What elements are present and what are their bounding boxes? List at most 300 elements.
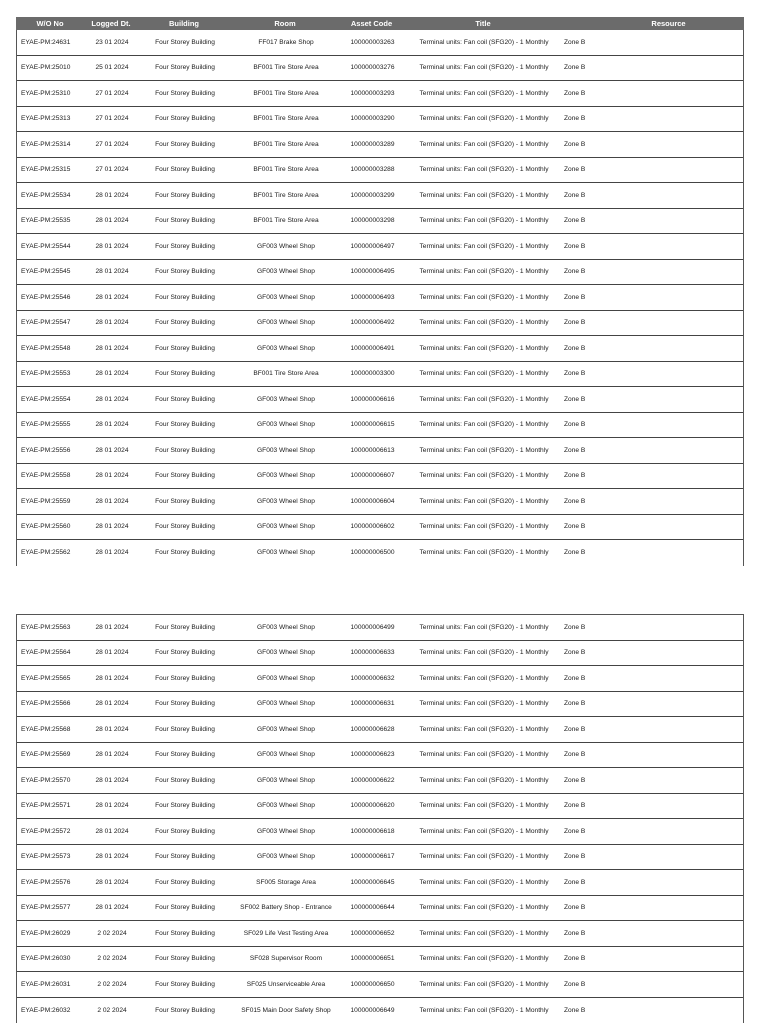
asset-code-cell: 100000006613 — [350, 446, 395, 454]
room-cell: BF001 Tire Store Area — [253, 370, 319, 378]
logged-date-cell: 28 01 2024 — [95, 904, 129, 912]
room-cell: SF028 Supervisor Room — [249, 955, 323, 963]
work-order-table-page-1 — [16, 17, 744, 566]
work-order-table-page-2 — [16, 614, 744, 1023]
table-row — [17, 56, 743, 82]
building-cell: Four Storey Building — [155, 319, 215, 327]
asset-code-cell: 100000003276 — [350, 64, 395, 72]
logged-date-cell: 27 01 2024 — [95, 89, 129, 97]
zone-cell: Zone B — [564, 395, 586, 403]
room-cell: GF003 Wheel Shop — [257, 751, 315, 759]
table-body — [16, 30, 744, 566]
wo-no-cell: EYAE-PM:26029 — [21, 929, 71, 937]
wo-no-cell: EYAE-PM:25573 — [21, 853, 71, 861]
logged-date-cell: 28 01 2024 — [95, 319, 129, 327]
logged-date-cell: 28 01 2024 — [95, 827, 129, 835]
building-cell: Four Storey Building — [155, 472, 215, 480]
zone-cell: Zone B — [564, 166, 586, 174]
logged-date-cell: 28 01 2024 — [95, 623, 129, 631]
logged-date-cell: 27 01 2024 — [95, 166, 129, 174]
title-cell: Terminal units: Fan coil (SFG20) - 1 Monthly — [419, 725, 549, 733]
building-cell: Four Storey Building — [155, 549, 215, 557]
zone-cell: Zone B — [564, 64, 586, 72]
zone-cell: Zone B — [564, 929, 586, 937]
table-row — [17, 362, 743, 388]
wo-no-cell: EYAE-PM:25563 — [21, 623, 71, 631]
room-cell: GF003 Wheel Shop — [257, 802, 315, 810]
wo-no-cell: EYAE-PM:24631 — [21, 38, 71, 46]
title-cell: Terminal units: Fan coil (SFG20) - 1 Monthly — [419, 980, 549, 988]
building-cell: Four Storey Building — [155, 421, 215, 429]
table-row — [17, 896, 743, 922]
asset-code-cell: 100000006622 — [350, 776, 395, 784]
asset-code-cell: 100000006495 — [350, 268, 395, 276]
zone-cell: Zone B — [564, 700, 586, 708]
table-row — [17, 183, 743, 209]
table-row — [17, 845, 743, 871]
col-header-logged-dt: Logged Dt. — [91, 19, 131, 28]
title-cell: Terminal units: Fan coil (SFG20) - 1 Monthly — [419, 446, 549, 454]
wo-no-cell: EYAE-PM:25545 — [21, 268, 71, 276]
asset-code-cell: 100000006649 — [350, 1006, 395, 1014]
wo-no-cell: EYAE-PM:25568 — [21, 725, 71, 733]
wo-no-cell: EYAE-PM:25577 — [21, 904, 71, 912]
building-cell: Four Storey Building — [155, 1006, 215, 1014]
zone-cell: Zone B — [564, 268, 586, 276]
logged-date-cell: 28 01 2024 — [95, 700, 129, 708]
col-header-wo-no: W/O No — [36, 19, 64, 28]
building-cell: Four Storey Building — [155, 700, 215, 708]
wo-no-cell: EYAE-PM:25570 — [21, 776, 71, 784]
asset-code-cell: 100000006631 — [350, 700, 395, 708]
wo-no-cell: EYAE-PM:25553 — [21, 370, 71, 378]
title-cell: Terminal units: Fan coil (SFG20) - 1 Monthly — [419, 649, 549, 657]
building-cell: Four Storey Building — [155, 166, 215, 174]
table-row — [17, 998, 743, 1024]
title-cell: Terminal units: Fan coil (SFG20) - 1 Monthly — [419, 421, 549, 429]
wo-no-cell: EYAE-PM:25572 — [21, 827, 71, 835]
table-row — [17, 132, 743, 158]
asset-code-cell: 100000006628 — [350, 725, 395, 733]
asset-code-cell: 100000006651 — [350, 955, 395, 963]
asset-code-cell: 100000006644 — [350, 904, 395, 912]
title-cell: Terminal units: Fan coil (SFG20) - 1 Monthly — [419, 64, 549, 72]
room-cell: GF003 Wheel Shop — [257, 293, 315, 301]
building-cell: Four Storey Building — [155, 623, 215, 631]
logged-date-cell: 27 01 2024 — [95, 140, 129, 148]
room-cell: GF003 Wheel Shop — [257, 268, 315, 276]
wo-no-cell: EYAE-PM:26030 — [21, 955, 71, 963]
room-cell: GF003 Wheel Shop — [257, 395, 315, 403]
title-cell: Terminal units: Fan coil (SFG20) - 1 Monthly — [419, 191, 549, 199]
title-cell: Terminal units: Fan coil (SFG20) - 1 Monthly — [419, 878, 549, 886]
asset-code-cell: 100000006617 — [350, 853, 395, 861]
title-cell: Terminal units: Fan coil (SFG20) - 1 Monthly — [419, 242, 549, 250]
wo-no-cell: EYAE-PM:25535 — [21, 217, 71, 225]
table-row — [17, 819, 743, 845]
zone-cell: Zone B — [564, 980, 586, 988]
title-cell: Terminal units: Fan coil (SFG20) - 1 Monthly — [419, 115, 549, 123]
title-cell: Terminal units: Fan coil (SFG20) - 1 Monthly — [419, 929, 549, 937]
title-cell: Terminal units: Fan coil (SFG20) - 1 Monthly — [419, 853, 549, 861]
wo-no-cell: EYAE-PM:25313 — [21, 115, 71, 123]
building-cell: Four Storey Building — [155, 955, 215, 963]
logged-date-cell: 25 01 2024 — [95, 64, 129, 72]
title-cell: Terminal units: Fan coil (SFG20) - 1 Monthly — [419, 166, 549, 174]
zone-cell: Zone B — [564, 776, 586, 784]
title-cell: Terminal units: Fan coil (SFG20) - 1 Monthly — [419, 472, 549, 480]
logged-date-cell: 28 01 2024 — [95, 751, 129, 759]
logged-date-cell: 28 01 2024 — [95, 802, 129, 810]
room-cell: SF025 Unserviceable Area — [246, 980, 326, 988]
table-row — [17, 692, 743, 718]
table-row — [17, 438, 743, 464]
room-cell: BF001 Tire Store Area — [253, 217, 319, 225]
table-row — [17, 158, 743, 184]
table-row — [17, 387, 743, 413]
table-row — [17, 489, 743, 515]
room-cell: SF029 Life Vest Testing Area — [243, 929, 329, 937]
zone-cell: Zone B — [564, 955, 586, 963]
building-cell: Four Storey Building — [155, 853, 215, 861]
room-cell: GF003 Wheel Shop — [257, 472, 315, 480]
logged-date-cell: 28 01 2024 — [95, 268, 129, 276]
col-header-resource: Resource — [651, 19, 686, 28]
building-cell: Four Storey Building — [155, 980, 215, 988]
room-cell: GF003 Wheel Shop — [257, 725, 315, 733]
wo-no-cell: EYAE-PM:25314 — [21, 140, 71, 148]
logged-date-cell: 28 01 2024 — [95, 497, 129, 505]
asset-code-cell: 100000003300 — [350, 370, 395, 378]
room-cell: GF003 Wheel Shop — [257, 776, 315, 784]
building-cell: Four Storey Building — [155, 904, 215, 912]
wo-no-cell: EYAE-PM:25546 — [21, 293, 71, 301]
building-cell: Four Storey Building — [155, 395, 215, 403]
asset-code-cell: 100000006618 — [350, 827, 395, 835]
title-cell: Terminal units: Fan coil (SFG20) - 1 Monthly — [419, 217, 549, 225]
table-row — [17, 870, 743, 896]
building-cell: Four Storey Building — [155, 776, 215, 784]
logged-date-cell: 27 01 2024 — [95, 115, 129, 123]
wo-no-cell: EYAE-PM:25566 — [21, 700, 71, 708]
wo-no-cell: EYAE-PM:25564 — [21, 649, 71, 657]
asset-code-cell: 100000003298 — [350, 217, 395, 225]
title-cell: Terminal units: Fan coil (SFG20) - 1 Monthly — [419, 89, 549, 97]
wo-no-cell: EYAE-PM:25559 — [21, 497, 71, 505]
building-cell: Four Storey Building — [155, 649, 215, 657]
table-row — [17, 336, 743, 362]
title-cell: Terminal units: Fan coil (SFG20) - 1 Monthly — [419, 549, 549, 557]
logged-date-cell: 28 01 2024 — [95, 878, 129, 886]
building-cell: Four Storey Building — [155, 878, 215, 886]
zone-cell: Zone B — [564, 370, 586, 378]
wo-no-cell: EYAE-PM:25547 — [21, 319, 71, 327]
asset-code-cell: 100000006491 — [350, 344, 395, 352]
logged-date-cell: 28 01 2024 — [95, 853, 129, 861]
title-cell: Terminal units: Fan coil (SFG20) - 1 Monthly — [419, 293, 549, 301]
zone-cell: Zone B — [564, 242, 586, 250]
wo-no-cell: EYAE-PM:25556 — [21, 446, 71, 454]
room-cell: GF003 Wheel Shop — [257, 421, 315, 429]
asset-code-cell: 100000003263 — [350, 38, 395, 46]
table-row — [17, 107, 743, 133]
building-cell: Four Storey Building — [155, 38, 215, 46]
wo-no-cell: EYAE-PM:25571 — [21, 802, 71, 810]
logged-date-cell: 28 01 2024 — [95, 674, 129, 682]
asset-code-cell: 100000006650 — [350, 980, 395, 988]
asset-code-cell: 100000006499 — [350, 623, 395, 631]
table-row — [17, 743, 743, 769]
building-cell: Four Storey Building — [155, 497, 215, 505]
logged-date-cell: 2 02 2024 — [97, 1006, 127, 1014]
room-cell: GF003 Wheel Shop — [257, 344, 315, 352]
asset-code-cell: 100000006492 — [350, 319, 395, 327]
table-row — [17, 515, 743, 541]
wo-no-cell: EYAE-PM:25534 — [21, 191, 71, 199]
table-row — [17, 972, 743, 998]
zone-cell: Zone B — [564, 649, 586, 657]
room-cell: BF001 Tire Store Area — [253, 140, 319, 148]
zone-cell: Zone B — [564, 623, 586, 631]
zone-cell: Zone B — [564, 446, 586, 454]
logged-date-cell: 28 01 2024 — [95, 446, 129, 454]
logged-date-cell: 2 02 2024 — [97, 955, 127, 963]
room-cell: GF003 Wheel Shop — [257, 853, 315, 861]
building-cell: Four Storey Building — [155, 293, 215, 301]
zone-cell: Zone B — [564, 115, 586, 123]
title-cell: Terminal units: Fan coil (SFG20) - 1 Monthly — [419, 802, 549, 810]
room-cell: GF003 Wheel Shop — [257, 523, 315, 531]
logged-date-cell: 28 01 2024 — [95, 725, 129, 733]
building-cell: Four Storey Building — [155, 217, 215, 225]
wo-no-cell: EYAE-PM:25310 — [21, 89, 71, 97]
table-row — [17, 921, 743, 947]
col-header-room: Room — [274, 19, 296, 28]
wo-no-cell: EYAE-PM:25569 — [21, 751, 71, 759]
building-cell: Four Storey Building — [155, 751, 215, 759]
title-cell: Terminal units: Fan coil (SFG20) - 1 Monthly — [419, 268, 549, 276]
logged-date-cell: 28 01 2024 — [95, 344, 129, 352]
wo-no-cell: EYAE-PM:25315 — [21, 166, 71, 174]
title-cell: Terminal units: Fan coil (SFG20) - 1 Monthly — [419, 827, 549, 835]
title-cell: Terminal units: Fan coil (SFG20) - 1 Monthly — [419, 38, 549, 46]
zone-cell: Zone B — [564, 1006, 586, 1014]
asset-code-cell: 100000006607 — [350, 472, 395, 480]
building-cell: Four Storey Building — [155, 242, 215, 250]
room-cell: BF001 Tire Store Area — [253, 115, 319, 123]
table-row — [17, 615, 743, 641]
title-cell: Terminal units: Fan coil (SFG20) - 1 Monthly — [419, 674, 549, 682]
building-cell: Four Storey Building — [155, 140, 215, 148]
col-header-asset-code: Asset Code — [350, 19, 393, 28]
wo-no-cell: EYAE-PM:25554 — [21, 395, 71, 403]
zone-cell: Zone B — [564, 140, 586, 148]
title-cell: Terminal units: Fan coil (SFG20) - 1 Monthly — [419, 700, 549, 708]
title-cell: Terminal units: Fan coil (SFG20) - 1 Monthly — [419, 523, 549, 531]
zone-cell: Zone B — [564, 497, 586, 505]
table-row — [17, 209, 743, 235]
col-header-building: Building — [169, 19, 199, 28]
asset-code-cell: 100000006645 — [350, 878, 395, 886]
room-cell: BF001 Tire Store Area — [253, 89, 319, 97]
logged-date-cell: 28 01 2024 — [95, 649, 129, 657]
table-row — [17, 464, 743, 490]
table-row — [17, 260, 743, 286]
logged-date-cell: 23 01 2024 — [95, 38, 129, 46]
building-cell: Four Storey Building — [155, 446, 215, 454]
building-cell: Four Storey Building — [155, 827, 215, 835]
table-row — [17, 285, 743, 311]
room-cell: GF003 Wheel Shop — [257, 242, 315, 250]
logged-date-cell: 28 01 2024 — [95, 370, 129, 378]
wo-no-cell: EYAE-PM:25544 — [21, 242, 71, 250]
table-row — [17, 311, 743, 337]
asset-code-cell: 100000003299 — [350, 191, 395, 199]
asset-code-cell: 100000006500 — [350, 549, 395, 557]
title-cell: Terminal units: Fan coil (SFG20) - 1 Monthly — [419, 370, 549, 378]
room-cell: GF003 Wheel Shop — [257, 700, 315, 708]
zone-cell: Zone B — [564, 674, 586, 682]
title-cell: Terminal units: Fan coil (SFG20) - 1 Monthly — [419, 955, 549, 963]
building-cell: Four Storey Building — [155, 115, 215, 123]
zone-cell: Zone B — [564, 191, 586, 199]
asset-code-cell: 100000003288 — [350, 166, 395, 174]
room-cell: FF017 Brake Shop — [258, 38, 314, 46]
room-cell: BF001 Tire Store Area — [253, 64, 319, 72]
asset-code-cell: 100000006497 — [350, 242, 395, 250]
asset-code-cell: 100000006604 — [350, 497, 395, 505]
title-cell: Terminal units: Fan coil (SFG20) - 1 Monthly — [419, 904, 549, 912]
building-cell: Four Storey Building — [155, 268, 215, 276]
building-cell: Four Storey Building — [155, 929, 215, 937]
asset-code-cell: 100000006615 — [350, 421, 395, 429]
title-cell: Terminal units: Fan coil (SFG20) - 1 Monthly — [419, 140, 549, 148]
zone-cell: Zone B — [564, 904, 586, 912]
wo-no-cell: EYAE-PM:25548 — [21, 344, 71, 352]
zone-cell: Zone B — [564, 802, 586, 810]
asset-code-cell: 100000006623 — [350, 751, 395, 759]
zone-cell: Zone B — [564, 217, 586, 225]
wo-no-cell: EYAE-PM:25555 — [21, 421, 71, 429]
title-cell: Terminal units: Fan coil (SFG20) - 1 Monthly — [419, 1006, 549, 1014]
logged-date-cell: 28 01 2024 — [95, 549, 129, 557]
room-cell: GF003 Wheel Shop — [257, 649, 315, 657]
room-cell: GF003 Wheel Shop — [257, 446, 315, 454]
table-row — [17, 540, 743, 566]
wo-no-cell: EYAE-PM:25576 — [21, 878, 71, 886]
building-cell: Four Storey Building — [155, 725, 215, 733]
building-cell: Four Storey Building — [155, 344, 215, 352]
wo-no-cell: EYAE-PM:25565 — [21, 674, 71, 682]
table-row — [17, 717, 743, 743]
room-cell: GF003 Wheel Shop — [257, 497, 315, 505]
table-row — [17, 666, 743, 692]
logged-date-cell: 28 01 2024 — [95, 191, 129, 199]
logged-date-cell: 28 01 2024 — [95, 472, 129, 480]
building-cell: Four Storey Building — [155, 523, 215, 531]
table-row — [17, 413, 743, 439]
wo-no-cell: EYAE-PM:25558 — [21, 472, 71, 480]
logged-date-cell: 2 02 2024 — [97, 980, 127, 988]
zone-cell: Zone B — [564, 725, 586, 733]
room-cell: BF001 Tire Store Area — [253, 191, 319, 199]
building-cell: Four Storey Building — [155, 802, 215, 810]
building-cell: Four Storey Building — [155, 674, 215, 682]
logged-date-cell: 2 02 2024 — [97, 929, 127, 937]
asset-code-cell: 100000006602 — [350, 523, 395, 531]
table-row — [17, 30, 743, 56]
room-cell: GF003 Wheel Shop — [257, 549, 315, 557]
asset-code-cell: 100000003293 — [350, 89, 395, 97]
title-cell: Terminal units: Fan coil (SFG20) - 1 Monthly — [419, 751, 549, 759]
logged-date-cell: 28 01 2024 — [95, 523, 129, 531]
table-body — [16, 614, 744, 1023]
wo-no-cell: EYAE-PM:25010 — [21, 64, 71, 72]
building-cell: Four Storey Building — [155, 370, 215, 378]
zone-cell: Zone B — [564, 344, 586, 352]
logged-date-cell: 28 01 2024 — [95, 293, 129, 301]
table-row — [17, 794, 743, 820]
logged-date-cell: 28 01 2024 — [95, 395, 129, 403]
zone-cell: Zone B — [564, 751, 586, 759]
asset-code-cell: 100000006632 — [350, 674, 395, 682]
room-cell: SF015 Main Door Safety Shop — [241, 1006, 331, 1014]
room-cell: SF005 Storage Area — [256, 878, 316, 886]
room-cell: SF002 Battery Shop - Entrance — [240, 904, 332, 912]
logged-date-cell: 28 01 2024 — [95, 776, 129, 784]
col-header-title: Title — [475, 19, 491, 28]
title-cell: Terminal units: Fan coil (SFG20) - 1 Monthly — [419, 319, 549, 327]
room-cell: GF003 Wheel Shop — [257, 674, 315, 682]
asset-code-cell: 100000003290 — [350, 115, 395, 123]
zone-cell: Zone B — [564, 89, 586, 97]
wo-no-cell: EYAE-PM:26031 — [21, 980, 71, 988]
asset-code-cell: 100000003289 — [350, 140, 395, 148]
title-cell: Terminal units: Fan coil (SFG20) - 1 Monthly — [419, 344, 549, 352]
zone-cell: Zone B — [564, 319, 586, 327]
wo-no-cell: EYAE-PM:26032 — [21, 1006, 71, 1014]
zone-cell: Zone B — [564, 549, 586, 557]
asset-code-cell: 100000006616 — [350, 395, 395, 403]
asset-code-cell: 100000006652 — [350, 929, 395, 937]
building-cell: Four Storey Building — [155, 64, 215, 72]
logged-date-cell: 28 01 2024 — [95, 242, 129, 250]
room-cell: GF003 Wheel Shop — [257, 827, 315, 835]
table-row — [17, 81, 743, 107]
room-cell: BF001 Tire Store Area — [253, 166, 319, 174]
room-cell: GF003 Wheel Shop — [257, 319, 315, 327]
zone-cell: Zone B — [564, 421, 586, 429]
table-row — [17, 234, 743, 260]
zone-cell: Zone B — [564, 853, 586, 861]
room-cell: GF003 Wheel Shop — [257, 623, 315, 631]
table-row — [17, 768, 743, 794]
zone-cell: Zone B — [564, 523, 586, 531]
table-row — [17, 641, 743, 667]
asset-code-cell: 100000006493 — [350, 293, 395, 301]
zone-cell: Zone B — [564, 472, 586, 480]
wo-no-cell: EYAE-PM:25560 — [21, 523, 71, 531]
asset-code-cell: 100000006633 — [350, 649, 395, 657]
zone-cell: Zone B — [564, 827, 586, 835]
zone-cell: Zone B — [564, 293, 586, 301]
title-cell: Terminal units: Fan coil (SFG20) - 1 Monthly — [419, 623, 549, 631]
building-cell: Four Storey Building — [155, 191, 215, 199]
logged-date-cell: 28 01 2024 — [95, 217, 129, 225]
building-cell: Four Storey Building — [155, 89, 215, 97]
wo-no-cell: EYAE-PM:25562 — [21, 549, 71, 557]
title-cell: Terminal units: Fan coil (SFG20) - 1 Monthly — [419, 776, 549, 784]
